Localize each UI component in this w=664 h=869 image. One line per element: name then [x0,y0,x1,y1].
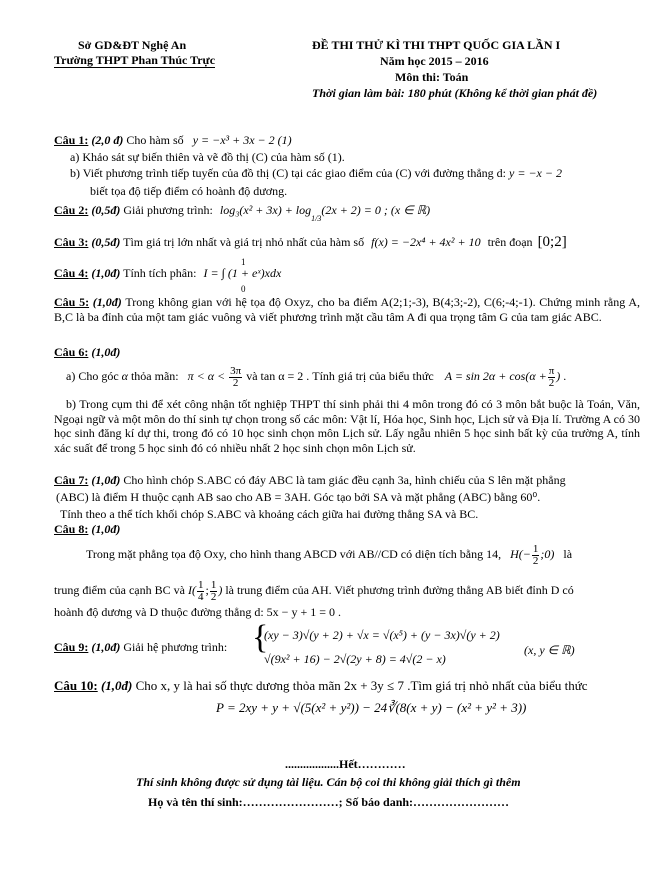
school-name: Trường THPT Phan Thúc Trực [54,53,216,67]
question-points: (1,0đ) [91,266,121,280]
question-label: Câu 8: [54,522,89,536]
question-4: Câu 4: (1,0đ) Tính tích phân: I = ∫ (1 + eˣ)xdx [54,266,282,280]
question-2: Câu 2: (0,5đ) Giải phương trình: $\log_3(x^2 + 3x) + \log_{1/3}(2x + 2) = 0$ ; (x ∈ ℝ) [54,203,431,224]
question-8-line1: Trong mặt phẳng tọa độ Oxy, cho hình thang ABCD với AB//CD có diện tích bằng 14, H(− $\frac{1}{2}$ ;0) là [86,542,573,567]
question-6 [54,345,120,360]
question-9: Câu 9: (1,0đ) Giải hệ phương trình: [54,640,228,654]
question-points: (1,0đ) [91,640,121,654]
integral-lower-bound: 0 [241,284,246,294]
subject: Môn thi: Toán [395,70,469,84]
question-1b-cont: biết tọa độ tiếp điểm có hoành độ dương. [90,184,288,198]
system-brace: { [252,619,269,656]
formula: y = −x − 2 [509,166,562,180]
question-label: Câu 7: [54,473,89,487]
integral-upper-bound: 1 [241,257,246,267]
fraction: $\frac{1}{4}$ [197,578,204,603]
question-text: Cho hàm số [126,133,184,147]
question-points: (1,0đ) [92,295,122,309]
question-label: Câu 2: [54,203,89,217]
question-8 [54,522,120,537]
question-label: Câu 5: [54,295,90,309]
department-name: Sở GD&ĐT Nghệ An [78,38,187,52]
question-7: Câu 7: (1,0đ) Cho hình chóp S.ABC có đáy ABC là tam giác đều cạnh 3a, hình chiếu của S lên mặt phẳng [54,473,566,487]
fraction: $\frac{3\pi}{2}$ [230,364,242,389]
interval: [0;2] [537,234,567,250]
question-3: Câu 3: (0,5đ) Tìm giá trị lớn nhất và giá trị nhỏ nhất của hàm số f(x) = −2x⁴ + 4x² + 10 trên đoạn [0;2] [54,234,567,250]
question-6a: a) Cho góc α thỏa mãn: π < α < $\frac{3\pi}{2}$ và tan α = 2 . Tính giá trị của biểu thức A = sin 2α + cos(α + $\frac{\pi}{2}$ ) . [66,364,567,389]
student-info: Họ và tên thí sinh:……………………; Số báo danh:…………………… [148,795,510,809]
question-8-line3: hoành độ dương và D thuộc đường thẳng d: 5x − y + 1 = 0 . [54,605,341,619]
question-label: Câu 1: [54,133,89,147]
question-points: (1,0đ) [91,345,121,359]
system-equation-1: (xy − 3)√(y + 2) + √x = √(x⁵) + (y − 3x)√(y + 2) [264,628,500,642]
question-1b: b) Viết phương trình tiếp tuyến của đồ thị (C) tại các giao điểm của (C) với đường thẳng d: y = −x − 2 [70,166,562,180]
question-1 [54,133,292,148]
question-7-line3: Tính theo a thể tích khối chóp S.ABC và khoảng cách giữa hai đường thẳng SA và BC. [60,507,479,521]
question-points: (1,0đ) [91,473,121,487]
question-5: Câu 5: (1,0đ) Trong không gian với hệ tọa độ Oxyz, cho ba điểm A(2;1;-3), B(4;3;-2), C(6;-4;-1). Chứng minh rằng A, B,C là ba đỉnh của một tam giác vuông và viết phương trình mặt cầu tâm A đi qua trọng tâm G của tam giác ABC. [54,295,640,324]
question-1a: a) Khảo sát sự biến thiên và vẽ đồ thị (C) của hàm số (1). [70,150,345,164]
question-points: (0,5đ) [91,203,121,217]
system-domain: (x, y ∈ ℝ) [524,643,575,657]
exam-title: ĐỀ THI THỬ KÌ THI THPT QUỐC GIA LẦN I [312,38,561,52]
exam-note: Thí sinh không được sử dụng tài liệu. Cán bộ coi thi không giải thích gì thêm [136,775,521,789]
school-year: Năm học 2015 – 2016 [380,54,489,68]
time-limit: Thời gian làm bài: 180 phút (Không kể thời gian phát đề) [312,86,598,100]
question-label: Câu 9: [54,640,89,654]
question-10: Câu 10: (1,0đ) Cho x, y là hai số thực dương thỏa mãn 2x + 3y ≤ 7 .Tìm giá trị nhỏ nhất của biểu thức [54,678,588,693]
question-label: Câu 10: [54,678,98,693]
question-10-formula: P = 2xy + y + √(5(x² + y²)) − 24∛(8(x + y) − (x² + y² + 3)) [216,700,527,715]
question-label: Câu 3: [54,235,89,249]
fraction: $\frac{1}{2}$ [210,578,217,603]
formula: I = ∫ (1 + eˣ)xdx [203,266,282,280]
question-7-line2: (ABC) là điểm H thuộc cạnh AB sao cho AB = 3AH. Góc tạo bởi SA và mặt phẳng (ABC) bằng 60⁰. [56,490,541,504]
question-points: (1,0đ) [91,522,121,536]
question-6b: b) Trong cụm thi để xét công nhận tốt nghiệp THPT thí sinh phải thi 4 môn trong đó có 3 môn bắt buộc là Toán, Văn, Ngoại ngữ và một môn do thí sinh tự chọn trong số các môn: Vật lí, Hóa học, Sinh học, Lịch sử và Địa lí. Trường A có 30 học sinh đăng kí dự thi, trong đó có 10 học sinh chọn môn Lịch sử. Lấy ngẫu nhiên 5 học sinh bất kỳ của trường A, tính xác suất để trong 5 học sinh đó có nhiều nhất 2 học sinh chọn môn Lịch sử. [54,397,640,455]
question-points: (2,0 đ) [91,133,124,147]
formula: f(x) = −2x⁴ + 4x² + 10 [371,235,481,249]
question-8-line2: trung điểm của cạnh BC và I( $\frac{1}{4}$ ; $\frac{1}{2}$ ) là trung điểm của AH. Viết phương trình đường thẳng AB biết đỉnh D có [54,578,574,603]
question-label: Câu 4: [54,266,89,280]
system-equation-2: √(9x² + 16) − 2√(2y + 8) = 4√(2 − x) [264,652,446,666]
question-points: (1,0đ) [100,678,133,693]
fraction: $\frac{\pi}{2}$ [548,364,555,389]
question-label: Câu 6: [54,345,89,359]
fraction: $\frac{1}{2}$ [532,542,539,567]
question-points: (0,5đ) [91,235,121,249]
formula: y = −x³ + 3x − 2 (1) [192,133,292,147]
end-marker: ..................Hết………… [285,757,406,771]
formula: $\log_3(x^2 + 3x) + \log_{1/3}(2x + 2) = 0$ ; (x ∈ ℝ) [219,203,431,224]
